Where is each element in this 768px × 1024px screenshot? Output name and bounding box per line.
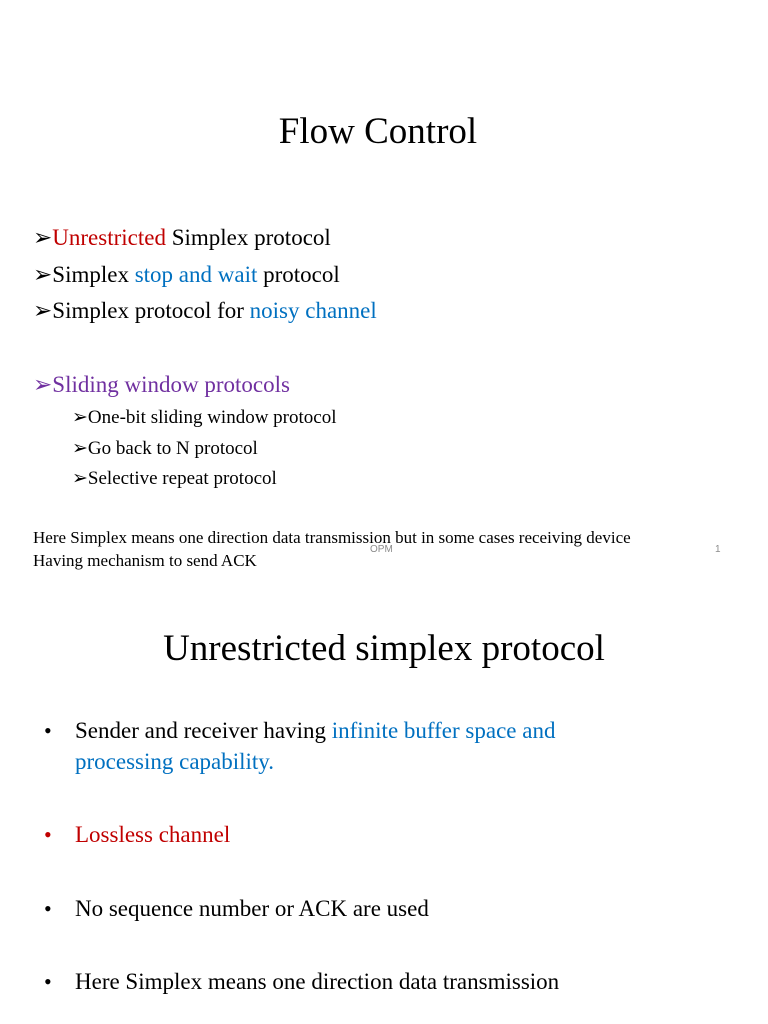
sub-item-text: Selective repeat protocol xyxy=(87,468,277,489)
bullet-icon: • xyxy=(44,896,52,921)
slide-title: Flow Control xyxy=(278,111,478,152)
bullet-icon: • xyxy=(44,822,52,847)
highlight-text: noisy channel xyxy=(249,298,377,323)
item-text: Simplex protocol xyxy=(165,225,331,250)
bullet-item-continuation: processing capability. xyxy=(75,749,275,774)
arrow-bullet-icon: ➢ xyxy=(72,407,88,428)
highlight-text: stop and wait xyxy=(134,262,258,287)
sub-list-item xyxy=(72,437,258,461)
item-text: Simplex protocol for xyxy=(52,298,250,323)
bullet-item: Here Simplex means one direction data transmission xyxy=(75,969,560,994)
bullet-text: Sender and receiver having xyxy=(75,718,332,743)
bullet-item: No sequence number or ACK are used xyxy=(75,896,429,921)
page-number: 1 xyxy=(715,544,721,555)
slide-footer: OPM xyxy=(370,544,393,555)
highlight-text: infinite buffer space and xyxy=(331,718,556,743)
arrow-bullet-icon: ➢ xyxy=(72,468,88,489)
sliding-label: Sliding window protocols xyxy=(52,372,290,397)
bullet-item: Lossless channel xyxy=(75,822,231,847)
slide-title: Unrestricted simplex protocol xyxy=(163,628,605,669)
list-item-sliding-window xyxy=(33,371,290,399)
sub-item-text: Go back to N protocol xyxy=(87,438,258,459)
bullet-icon: • xyxy=(44,718,52,743)
item-text: Simplex xyxy=(52,262,135,287)
arrow-bullet-icon: ➢ xyxy=(33,225,53,250)
arrow-bullet-icon: ➢ xyxy=(33,262,53,287)
list-item-stop-and-wait xyxy=(33,261,340,289)
item-text: protocol xyxy=(257,262,340,287)
bullet-icon: • xyxy=(44,969,52,994)
list-item-unrestricted xyxy=(33,224,331,252)
sub-list-item xyxy=(72,406,336,430)
arrow-bullet-icon: ➢ xyxy=(72,438,88,459)
bullet-item xyxy=(75,715,555,746)
sub-list-item xyxy=(72,467,277,491)
note-line-2: Having mechanism to send ACK xyxy=(33,551,257,570)
arrow-bullet-icon: ➢ xyxy=(33,372,53,397)
sub-item-text: One-bit sliding window protocol xyxy=(87,407,337,428)
list-item-noisy-channel xyxy=(33,297,377,325)
highlight-text: Unrestricted xyxy=(52,225,166,250)
note-line-1: Here Simplex means one direction data transmission but in some cases receiving device xyxy=(33,528,631,547)
arrow-bullet-icon: ➢ xyxy=(33,298,53,323)
